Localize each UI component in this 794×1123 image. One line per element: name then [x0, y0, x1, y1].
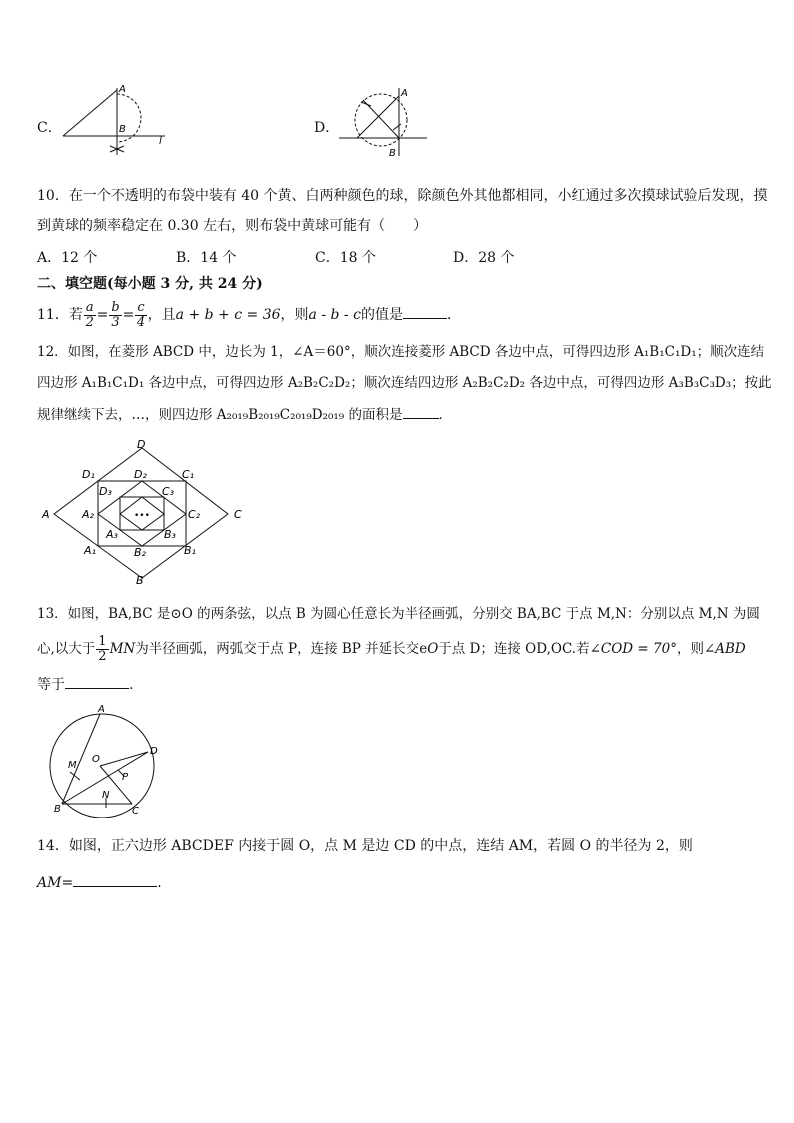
q13-end: .: [129, 677, 134, 693]
label-d: D: [137, 438, 146, 451]
fraction-c-4: $\frac{c}{4}$: [136, 299, 146, 330]
q14-line2: [37, 872, 162, 893]
q12-line1: 12．如图，在菱形 ABCD 中，边长为 1，∠A＝60°，顺次连接菱形 ABCD 各边中点，可得四边形 A₁B₁C₁D₁；顺次连结: [37, 344, 765, 360]
circle-symbol: e: [419, 641, 428, 657]
q11-prefix: 11．若: [37, 307, 83, 323]
label-c1: C₁: [182, 468, 195, 481]
point-b-label: B: [119, 124, 126, 135]
point-b-label: B: [389, 148, 396, 159]
q13-line1: 13．如图，BA,BC 是⊙O 的两条弦，以点 B 为圆心任意长为半径画弧，分别交 BA,BC 于点 M,N：分别以点 M,N 为圆: [37, 606, 760, 622]
option-c-label: C．: [37, 120, 62, 136]
q10-line1: 10．在一个不透明的布袋中装有 40 个黄、白两种颜色的球，除颜色外其他都相同，小红通过多次摸球试验后发现，摸: [37, 188, 768, 204]
q11-suffix: 的值是: [360, 307, 403, 323]
label-b2: B₂: [134, 546, 146, 559]
label-m: M: [68, 760, 77, 771]
q13-mn: MN: [109, 641, 136, 657]
q10-option-c: C．18 个: [315, 250, 376, 266]
q11: [37, 300, 461, 330]
q10-option-b: B．14 个: [176, 250, 237, 266]
q11-end: ．: [446, 307, 461, 323]
q11-mid: ，且: [147, 307, 176, 323]
q10-option-a: A．12 个: [37, 250, 98, 266]
label-b3: B₃: [164, 528, 176, 541]
label-b: B: [54, 804, 61, 815]
label-c: C: [234, 508, 242, 521]
option-d-label: D．: [314, 120, 340, 136]
q12-line3-text: 规律继续下去，…，则四边形 A₂₀₁₉B₂₀₁₉C₂₀₁₉D₂₀₁₉ 的面积是: [37, 407, 403, 423]
line-l-label: l: [159, 136, 162, 147]
continuation-dots: •••: [134, 511, 150, 521]
q13-text-b: 为半径画弧，两弧交于点 P，连接 BP 并延长交: [135, 641, 420, 657]
q14-line1: 14．如图，正六边形 ABCDEF 内接于圆 O，点 M 是边 CD 的中点，连结 AM，若圆 O 的半径为 2，则: [37, 838, 693, 854]
q12-line2: 四边形 A₁B₁C₁D₁ 各边中点，可得四边形 A₂B₂C₂D₂；顺次连结四边形 A₂B₂C₂D₂ 各边中点，可得四边形 A₃B₃C₃D₃；按此: [37, 375, 772, 391]
label-a: A: [98, 704, 105, 715]
hypotenuse-line: [63, 90, 117, 136]
point-a-label: A: [119, 84, 126, 95]
answer-blank: [403, 304, 447, 319]
equals-sign: =: [96, 307, 109, 323]
label-a3: A₃: [106, 528, 118, 541]
label-d3: D₃: [99, 485, 112, 498]
bisector-line: [363, 100, 399, 138]
label-a1: A₁: [84, 544, 96, 557]
q11-expression: a - b - c: [308, 307, 361, 323]
label-c2: C₂: [188, 508, 201, 521]
q12-line3: [37, 404, 452, 425]
figure-option-c: [55, 80, 185, 160]
q13-angle-abd: ∠ABD: [703, 641, 746, 657]
figure-option-d: [335, 82, 435, 162]
label-a: A: [42, 508, 50, 521]
label-c3: C₃: [162, 485, 175, 498]
label-o: O: [92, 754, 100, 765]
fraction-a-2: $\frac{a}{2}$: [85, 299, 94, 330]
q14-end: .: [157, 875, 162, 891]
label-b: B: [136, 574, 144, 586]
segment-od: [100, 752, 148, 766]
point-a-label: A: [401, 88, 408, 99]
q13-text-d: ，则: [676, 641, 704, 657]
q10-option-d: D．28 个: [453, 250, 515, 266]
q13-o: O: [427, 641, 439, 657]
answer-blank: [65, 674, 129, 689]
label-a2: A₂: [82, 508, 94, 521]
label-d: D: [150, 746, 158, 757]
label-p: P: [122, 772, 129, 783]
q13-line2: [37, 634, 746, 664]
q11-condition: a + b + c = 36: [175, 307, 281, 323]
q13-text-c: 于点 D；连接 OD,OC.若: [438, 641, 590, 657]
label-n: N: [102, 790, 110, 801]
q13-line3: [37, 674, 133, 695]
q14-am: AM=: [37, 875, 74, 891]
q11-mid2: ，则: [280, 307, 309, 323]
figure-circle: [40, 700, 170, 818]
label-b1: B₁: [184, 544, 196, 557]
q12-end: ．: [438, 407, 452, 423]
fraction-one-half: $\frac{1}{2}$: [98, 634, 107, 664]
q13-angle-cod: ∠COD = 70°: [589, 641, 677, 657]
q10-line2: 到黄球的频率稳定在 0.30 左右，则布袋中黄球可能有（ ）: [37, 218, 428, 234]
arc-marks: [361, 102, 401, 130]
label-d1: D₁: [82, 468, 95, 481]
fraction-b-3: $\frac{b}{3}$: [111, 299, 120, 330]
label-c: C: [132, 806, 139, 817]
section-title: 二、填空题(每小题 3 分, 共 24 分): [37, 276, 263, 292]
answer-blank: [403, 404, 439, 419]
figure-rhombus: [38, 438, 250, 586]
q13-text-a: 心,以大于: [37, 641, 96, 657]
label-d2: D₂: [134, 468, 147, 481]
equals-sign: =: [122, 307, 135, 323]
q13-line3-text: 等于: [37, 677, 65, 693]
answer-blank: [73, 872, 157, 887]
